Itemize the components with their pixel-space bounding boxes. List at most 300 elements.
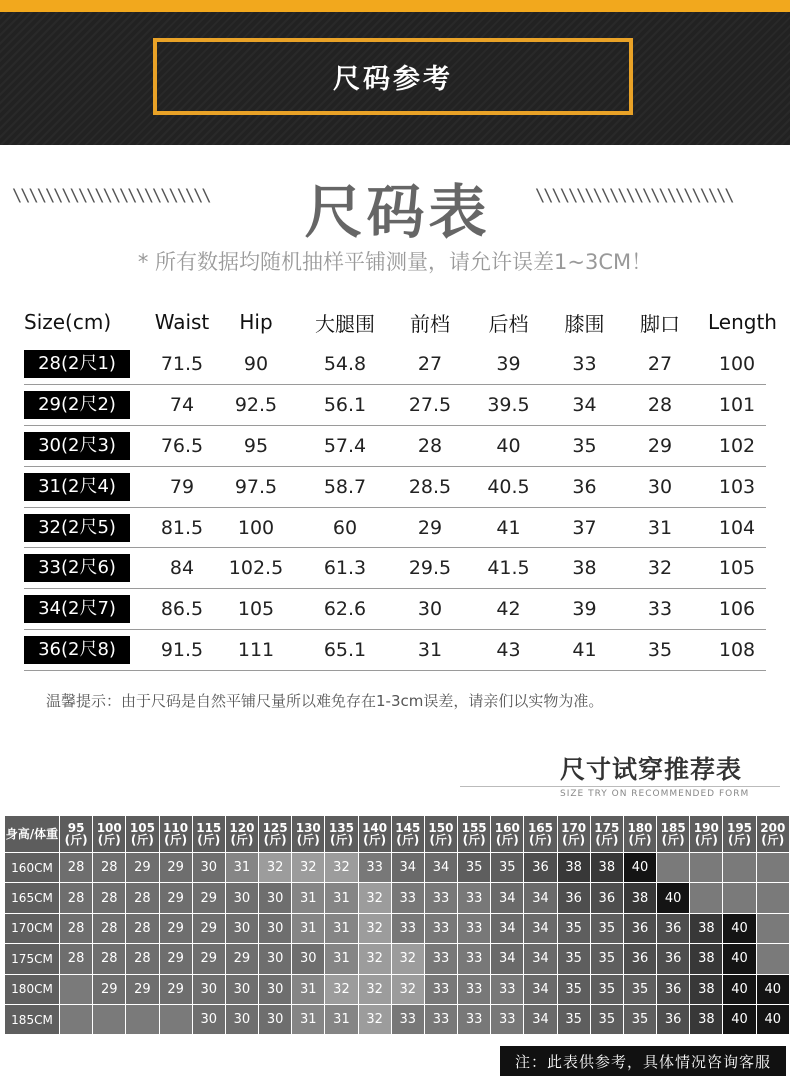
header-knee: 膝围 xyxy=(564,311,605,336)
grid-row xyxy=(5,1004,790,1034)
weight-header xyxy=(657,816,690,853)
weight-value: 135 xyxy=(328,821,354,835)
grid-cell xyxy=(59,1004,92,1034)
weight-unit: (斤) xyxy=(694,833,718,847)
grid-cell: 40 xyxy=(756,1004,789,1034)
header-back-rise: 后档 xyxy=(488,311,529,336)
grid-cell: 34 xyxy=(524,944,557,974)
grid-cell: 34 xyxy=(524,883,557,913)
table-cell: 76.5 xyxy=(160,434,204,457)
weight-value: 190 xyxy=(693,821,719,835)
weight-unit: (斤) xyxy=(164,833,188,847)
table-row xyxy=(24,385,766,426)
grid-corner-label: 身高/体重 xyxy=(5,816,60,853)
table-cell: 56.1 xyxy=(323,393,367,416)
grid-cell: 29 xyxy=(93,974,126,1004)
table-cell: 86.5 xyxy=(160,598,204,621)
grid-cell: 31 xyxy=(292,913,325,943)
table-cell: 32 xyxy=(647,557,673,580)
weight-unit: (斤) xyxy=(197,833,221,847)
recommend-grid xyxy=(4,815,790,1035)
table-cell: 41 xyxy=(496,516,521,539)
divider xyxy=(460,786,780,787)
grid-cell: 32 xyxy=(292,853,325,883)
grid-cell: 33 xyxy=(358,853,391,883)
table-cell: 41.5 xyxy=(487,557,530,580)
grid-cell: 33 xyxy=(491,1004,524,1034)
weight-unit: (斤) xyxy=(728,833,751,847)
grid-cell: 33 xyxy=(424,1004,457,1034)
grid-cell: 36 xyxy=(657,913,690,943)
table-cell: 101 xyxy=(718,393,756,416)
grid-cell: 40 xyxy=(723,913,756,943)
table-cell: 90 xyxy=(243,352,269,375)
weight-header xyxy=(756,816,789,853)
grid-cell: 36 xyxy=(557,883,590,913)
table-row xyxy=(24,467,766,508)
table-row xyxy=(24,630,766,671)
size-badge: 32(2尺5) xyxy=(24,514,130,542)
table-cell: 38 xyxy=(572,557,597,580)
size-badge: 30(2尺3) xyxy=(24,432,130,460)
grid-cell: 30 xyxy=(259,1004,292,1034)
table-cell: 27.5 xyxy=(408,393,452,416)
grid-cell: 30 xyxy=(192,853,225,883)
grid-cell: 29 xyxy=(192,883,225,913)
table-row xyxy=(24,344,766,385)
table-row xyxy=(24,589,766,630)
weight-unit: (斤) xyxy=(230,833,254,847)
weight-unit: (斤) xyxy=(263,833,287,847)
weight-header xyxy=(192,816,225,853)
grid-cell: 36 xyxy=(590,883,623,913)
grid-cell: 38 xyxy=(557,853,590,883)
grid-cell xyxy=(126,1004,159,1034)
grid-cell: 29 xyxy=(159,913,192,943)
grid-cell: 31 xyxy=(325,913,358,943)
table-cell: 54.8 xyxy=(323,352,367,375)
grid-cell xyxy=(756,883,789,913)
table-cell: 95 xyxy=(243,434,269,457)
table-cell: 30 xyxy=(417,598,443,621)
grid-cell: 31 xyxy=(292,974,325,1004)
recommend-subtitle: SIZE TRY ON RECOMMENDED FORM xyxy=(560,789,750,799)
weight-unit: (斤) xyxy=(429,833,453,847)
grid-cell: 30 xyxy=(225,974,258,1004)
weight-value: 145 xyxy=(395,821,421,835)
weight-value: 175 xyxy=(594,821,620,835)
table-cell: 60 xyxy=(332,516,358,539)
grid-cell: 31 xyxy=(325,1004,358,1034)
grid-cell: 28 xyxy=(126,913,159,943)
weight-value: 125 xyxy=(262,821,288,835)
weight-header xyxy=(59,816,92,853)
table-row xyxy=(24,508,766,549)
grid-cell: 40 xyxy=(723,974,756,1004)
grid-cell: 33 xyxy=(458,1004,491,1034)
grid-cell: 32 xyxy=(358,883,391,913)
grid-cell xyxy=(657,853,690,883)
recommend-title: 尺寸试穿推荐表 xyxy=(560,755,743,784)
grid-cell: 29 xyxy=(159,883,192,913)
grid-row xyxy=(5,853,790,883)
grid-cell: 38 xyxy=(623,883,656,913)
tip-notice: 温馨提示：由于尺码是自然平铺尺量所以难免存在1-3cm误差，请亲们以实物为准。 xyxy=(46,692,604,710)
table-cell: 71.5 xyxy=(160,352,204,375)
weight-header xyxy=(225,816,258,853)
table-cell: 28 xyxy=(647,393,673,416)
table-cell: 92.5 xyxy=(234,393,278,416)
weight-value: 170 xyxy=(561,821,587,835)
weight-header xyxy=(126,816,159,853)
table-cell: 100 xyxy=(237,516,275,539)
weight-header xyxy=(458,816,491,853)
grid-cell: 35 xyxy=(590,1004,623,1034)
grid-cell: 32 xyxy=(325,853,358,883)
grid-cell xyxy=(756,913,789,943)
size-label-cell xyxy=(24,554,142,582)
weight-header xyxy=(524,816,557,853)
size-label-cell xyxy=(24,432,142,460)
grid-cell: 36 xyxy=(657,944,690,974)
grid-cell: 34 xyxy=(524,1004,557,1034)
weight-unit: (斤) xyxy=(595,833,619,847)
grid-cell: 34 xyxy=(491,883,524,913)
grid-cell: 35 xyxy=(623,1004,656,1034)
grid-cell: 34 xyxy=(524,913,557,943)
grid-cell: 35 xyxy=(557,913,590,943)
table-cell: 103 xyxy=(718,475,756,498)
weight-value: 140 xyxy=(362,821,388,835)
weight-value: 195 xyxy=(726,821,753,835)
grid-cell: 35 xyxy=(491,853,524,883)
size-label-cell xyxy=(24,350,142,378)
grid-cell: 36 xyxy=(524,853,557,883)
grid-cell: 28 xyxy=(93,853,126,883)
table-cell: 106 xyxy=(718,598,756,621)
size-table xyxy=(24,300,777,671)
table-cell: 27 xyxy=(647,352,673,375)
grid-cell: 32 xyxy=(391,974,424,1004)
grid-cell: 30 xyxy=(259,883,292,913)
header-title: 尺码参考 xyxy=(333,64,453,95)
weight-header xyxy=(325,816,358,853)
header-waist: Waist xyxy=(154,310,210,334)
header-thigh: 大腿围 xyxy=(315,311,375,336)
table-cell: 29 xyxy=(417,516,443,539)
table-cell: 36 xyxy=(572,475,597,498)
grid-cell: 33 xyxy=(424,944,457,974)
grid-cell: 29 xyxy=(159,944,192,974)
table-cell: 79 xyxy=(169,475,195,498)
table-cell: 37 xyxy=(572,516,597,539)
grid-cell xyxy=(756,944,789,974)
weight-header xyxy=(424,816,457,853)
grid-cell: 35 xyxy=(557,1004,590,1034)
grid-cell: 32 xyxy=(325,974,358,1004)
decorative-hatch-right: \\\\\\\\\\\\\\\\\\\\\\\\ xyxy=(535,186,733,206)
weight-value: 150 xyxy=(428,821,454,835)
grid-cell: 28 xyxy=(59,853,92,883)
table-cell: 81.5 xyxy=(160,516,204,539)
grid-cell: 34 xyxy=(524,974,557,1004)
footnote: 注：此表供参考，具体情况咨询客服 xyxy=(500,1046,786,1076)
weight-header xyxy=(159,816,192,853)
table-cell: 84 xyxy=(169,557,195,580)
weight-value: 165 xyxy=(527,821,553,835)
header-leg-opening: 脚口 xyxy=(640,311,680,336)
grid-cell: 35 xyxy=(590,974,623,1004)
size-badge: 31(2尺4) xyxy=(24,473,130,501)
grid-row xyxy=(5,974,790,1004)
size-label-cell xyxy=(24,595,142,623)
weight-value: 115 xyxy=(196,821,222,835)
table-cell: 91.5 xyxy=(160,639,204,662)
grid-cell: 29 xyxy=(159,974,192,1004)
table-cell: 35 xyxy=(572,434,597,457)
weight-unit: (斤) xyxy=(64,833,88,847)
grid-cell xyxy=(159,1004,192,1034)
grid-cell: 29 xyxy=(126,974,159,1004)
grid-cell: 32 xyxy=(259,853,292,883)
size-table-header xyxy=(24,300,777,344)
grid-cell: 34 xyxy=(491,913,524,943)
grid-row xyxy=(5,944,790,974)
grid-cell: 32 xyxy=(358,944,391,974)
grid-cell: 30 xyxy=(259,974,292,1004)
grid-cell: 33 xyxy=(491,974,524,1004)
size-label-cell xyxy=(24,391,142,419)
grid-cell: 35 xyxy=(623,974,656,1004)
weight-header xyxy=(292,816,325,853)
header-hip: Hip xyxy=(239,310,273,334)
size-label-cell xyxy=(24,473,142,501)
weight-unit: (斤) xyxy=(462,833,486,847)
table-cell: 31 xyxy=(417,639,443,662)
grid-cell: 40 xyxy=(657,883,690,913)
height-label: 165CM xyxy=(5,883,60,913)
grid-cell: 28 xyxy=(126,944,159,974)
table-cell: 27 xyxy=(417,352,443,375)
grid-cell: 30 xyxy=(225,913,258,943)
table-cell: 111 xyxy=(237,639,275,662)
grid-cell: 33 xyxy=(391,913,424,943)
grid-cell xyxy=(723,853,756,883)
table-cell: 30 xyxy=(647,475,673,498)
size-badge: 29(2尺2) xyxy=(24,391,130,419)
weight-unit: (斤) xyxy=(628,833,652,847)
size-badge: 34(2尺7) xyxy=(24,595,130,623)
grid-cell: 36 xyxy=(657,1004,690,1034)
header-length: Length xyxy=(708,310,777,334)
table-cell: 97.5 xyxy=(234,475,278,498)
grid-cell: 30 xyxy=(192,974,225,1004)
table-cell: 105 xyxy=(237,598,275,621)
grid-cell: 38 xyxy=(690,944,723,974)
height-label: 160CM xyxy=(5,853,60,883)
grid-cell: 31 xyxy=(225,853,258,883)
grid-cell: 31 xyxy=(325,883,358,913)
measurement-disclaimer: * 所有数据均随机抽样平铺测量，请允许误差1~3CM！ xyxy=(137,250,653,274)
weight-unit: (斤) xyxy=(296,833,320,847)
table-cell: 31 xyxy=(647,516,673,539)
grid-cell xyxy=(756,853,789,883)
grid-row xyxy=(5,883,790,913)
grid-cell: 33 xyxy=(424,883,457,913)
grid-cell: 30 xyxy=(259,913,292,943)
height-label: 170CM xyxy=(5,913,60,943)
weight-unit: (斤) xyxy=(97,833,121,847)
grid-cell: 29 xyxy=(225,944,258,974)
table-cell: 39 xyxy=(496,352,521,375)
grid-cell: 31 xyxy=(292,883,325,913)
table-cell: 74 xyxy=(169,393,195,416)
weight-value: 95 xyxy=(67,821,85,835)
grid-cell: 35 xyxy=(590,913,623,943)
grid-cell: 40 xyxy=(756,974,789,1004)
grid-cell: 33 xyxy=(391,883,424,913)
grid-cell: 29 xyxy=(192,944,225,974)
table-row xyxy=(24,426,766,467)
weight-unit: (斤) xyxy=(329,833,353,847)
grid-header-row xyxy=(5,816,790,853)
table-cell: 29 xyxy=(647,434,673,457)
weight-header xyxy=(491,816,524,853)
table-cell: 57.4 xyxy=(323,434,367,457)
grid-cell: 28 xyxy=(93,944,126,974)
weight-value: 110 xyxy=(163,821,189,835)
height-label: 175CM xyxy=(5,944,60,974)
grid-cell xyxy=(93,1004,126,1034)
weight-value: 105 xyxy=(129,821,155,835)
grid-cell: 32 xyxy=(358,913,391,943)
size-label-cell xyxy=(24,514,142,542)
grid-cell: 33 xyxy=(391,1004,424,1034)
grid-cell xyxy=(690,853,723,883)
weight-unit: (斤) xyxy=(130,833,154,847)
grid-cell: 33 xyxy=(458,883,491,913)
table-cell: 28 xyxy=(417,434,443,457)
grid-cell xyxy=(690,883,723,913)
header-accent-stripe xyxy=(0,0,790,12)
weight-header xyxy=(557,816,590,853)
weight-unit: (斤) xyxy=(363,833,387,847)
table-cell: 108 xyxy=(718,639,756,662)
weight-unit: (斤) xyxy=(495,833,519,847)
table-cell: 65.1 xyxy=(323,639,367,662)
table-cell: 102 xyxy=(718,434,756,457)
grid-cell: 28 xyxy=(126,883,159,913)
decorative-hatch-left: \\\\\\\\\\\\\\\\\\\\\\\\ xyxy=(12,186,210,206)
grid-cell xyxy=(723,883,756,913)
grid-cell: 28 xyxy=(59,944,92,974)
grid-cell: 33 xyxy=(424,974,457,1004)
grid-cell: 35 xyxy=(458,853,491,883)
weight-value: 160 xyxy=(494,821,520,835)
grid-cell: 40 xyxy=(723,1004,756,1034)
weight-header xyxy=(358,816,391,853)
grid-cell: 30 xyxy=(225,1004,258,1034)
weight-header xyxy=(723,816,756,853)
table-cell: 100 xyxy=(718,352,756,375)
table-cell: 40.5 xyxy=(487,475,530,498)
weight-value: 180 xyxy=(627,821,653,835)
grid-cell: 29 xyxy=(159,853,192,883)
grid-cell: 28 xyxy=(93,913,126,943)
grid-cell: 33 xyxy=(458,944,491,974)
grid-cell: 30 xyxy=(292,944,325,974)
grid-cell: 34 xyxy=(424,853,457,883)
table-cell: 39.5 xyxy=(487,393,530,416)
header-front-rise: 前档 xyxy=(410,311,450,336)
grid-cell: 28 xyxy=(59,883,92,913)
size-badge: 33(2尺6) xyxy=(24,554,130,582)
size-table-body xyxy=(24,344,766,671)
weight-header xyxy=(259,816,292,853)
grid-cell: 30 xyxy=(192,1004,225,1034)
table-cell: 29.5 xyxy=(408,557,452,580)
size-badge: 36(2尺8) xyxy=(24,636,130,664)
grid-cell: 36 xyxy=(623,944,656,974)
grid-cell: 35 xyxy=(557,974,590,1004)
grid-cell: 29 xyxy=(126,853,159,883)
size-badge: 28(2尺1) xyxy=(24,350,130,378)
weight-value: 185 xyxy=(660,821,686,835)
grid-cell: 33 xyxy=(458,974,491,1004)
table-cell: 43 xyxy=(496,639,521,662)
grid-cell xyxy=(59,974,92,1004)
grid-cell: 33 xyxy=(424,913,457,943)
table-cell: 39 xyxy=(572,598,597,621)
grid-row xyxy=(5,913,790,943)
size-chart-title: 尺码表 xyxy=(304,178,491,246)
weight-header xyxy=(590,816,623,853)
grid-cell: 38 xyxy=(590,853,623,883)
weight-unit: (斤) xyxy=(562,833,586,847)
weight-value: 155 xyxy=(461,821,487,835)
height-label: 180CM xyxy=(5,974,60,1004)
table-cell: 33 xyxy=(647,598,673,621)
weight-value: 120 xyxy=(229,821,255,835)
grid-cell: 28 xyxy=(93,883,126,913)
grid-cell: 31 xyxy=(325,944,358,974)
grid-cell: 30 xyxy=(259,944,292,974)
grid-cell: 36 xyxy=(657,974,690,1004)
table-cell: 62.6 xyxy=(323,598,367,621)
grid-cell: 38 xyxy=(690,1004,723,1034)
table-cell: 34 xyxy=(572,393,597,416)
table-cell: 40 xyxy=(496,434,521,457)
grid-cell: 31 xyxy=(292,1004,325,1034)
weight-value: 200 xyxy=(760,821,786,835)
header-frame xyxy=(153,38,633,115)
weight-unit: (斤) xyxy=(396,833,420,847)
grid-cell: 32 xyxy=(391,944,424,974)
grid-cell: 28 xyxy=(59,913,92,943)
grid-cell: 35 xyxy=(557,944,590,974)
weight-value: 100 xyxy=(96,821,122,835)
table-cell: 61.3 xyxy=(323,557,367,580)
header-size: Size(cm) xyxy=(24,310,112,334)
grid-cell: 40 xyxy=(623,853,656,883)
grid-cell: 38 xyxy=(690,913,723,943)
table-cell: 58.7 xyxy=(323,475,367,498)
weight-value: 130 xyxy=(295,821,321,835)
height-label: 185CM xyxy=(5,1004,60,1034)
grid-cell: 38 xyxy=(690,974,723,1004)
table-cell: 41 xyxy=(572,639,597,662)
grid-cell: 34 xyxy=(491,944,524,974)
